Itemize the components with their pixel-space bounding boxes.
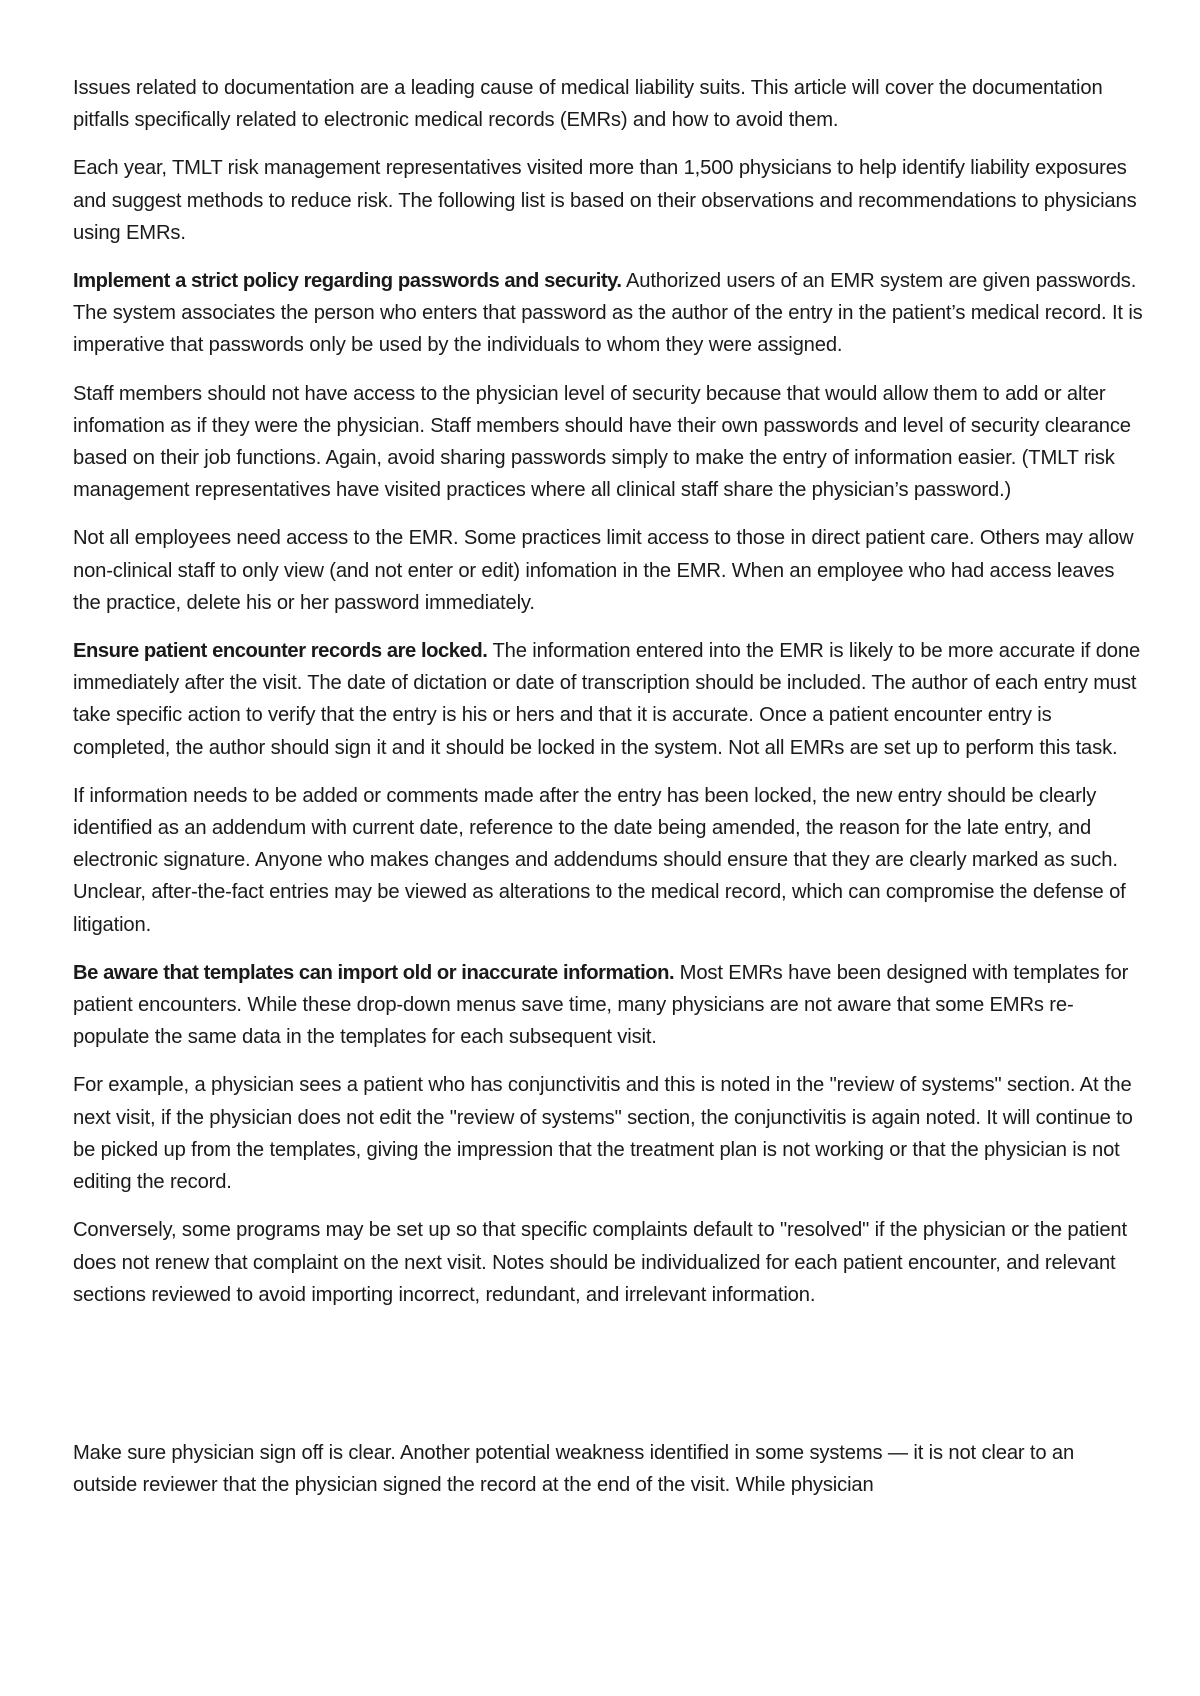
paragraph-conversely bbox=[73, 1214, 1143, 1311]
paragraph-text: Most EMRs have been designed with templates for patient encounters. While these drop-down menus save time, many physicians are not aware that some EMRs re-populate the same data in the templates for each subsequent visit. bbox=[73, 961, 1129, 1049]
blank-space bbox=[73, 1327, 1143, 1437]
paragraph-text: Conversely, some programs may be set up so that specific complaints default to "resolved" if the physician or the patient does not renew that complaint on the next visit. Notes should be individualized for each patient encounter, and relevant sections reviewed to avoid importing incorrect, redundant, and irrelevant information. bbox=[73, 1219, 1127, 1306]
paragraph-intro bbox=[73, 72, 1143, 136]
paragraph-example-conjunctivitis bbox=[73, 1069, 1143, 1198]
paragraph-templates bbox=[73, 957, 1143, 1054]
paragraph-text: Make sure physician sign off is clear. Another potential weakness identified in some systems — it is not clear to an outside reviewer that the physician signed the record at the end of the visit. While physician bbox=[73, 1441, 1075, 1497]
paragraph-text: If information needs to be added or comments made after the entry has been locked, the new entry should be clearly identified as an addendum with current date, reference to the date being amended, the reason for the late entry, and electronic signature. Anyone who makes changes and addendums should ensure that they are clearly marked as such. Unclear, after-the-fact entries may be viewed as alterations to the medical record, which can compromise the defense of litigation. bbox=[73, 784, 1126, 936]
paragraph-lead-heading: Be aware that templates can import old or inaccurate information. bbox=[73, 961, 675, 984]
paragraph-text: Authorized users of an EMR system are given passwords. The system associates the person who enters that password as the author of the entry in the patient’s medical record. It is imperative that passwords only be used by the individuals to whom they were assigned. bbox=[73, 270, 1143, 357]
document-body bbox=[73, 72, 1143, 1517]
paragraph-observations bbox=[73, 152, 1143, 249]
paragraph-employee-access bbox=[73, 522, 1143, 619]
paragraph-sign-off bbox=[73, 1437, 1143, 1501]
paragraph-records-locked bbox=[73, 635, 1143, 764]
paragraph-lead-heading: Ensure patient encounter records are locked. bbox=[73, 640, 488, 663]
paragraph-addendum bbox=[73, 780, 1143, 941]
paragraph-text: Each year, TMLT risk management representatives visited more than 1,500 physicians to help identify liability exposures and suggest methods to reduce risk. The following list is based on their observations and recommendations to physicians using EMRs. bbox=[73, 157, 1137, 244]
paragraph-staff-security bbox=[73, 378, 1143, 507]
paragraph-passwords-policy bbox=[73, 265, 1143, 362]
paragraph-lead-heading: Implement a strict policy regarding passwords and security. bbox=[73, 270, 622, 293]
paragraph-text: Not all employees need access to the EMR. Some practices limit access to those in direct patient care. Others may allow non-clinical staff to only view (and not enter or edit) infomation in the EMR. When an employee who had access leaves the practice, delete his or her password immediately. bbox=[73, 527, 1134, 614]
paragraph-text: Issues related to documentation are a leading cause of medical liability suits. This article will cover the documentation pitfalls specifically related to electronic medical records (EMRs) and how to avoid them. bbox=[73, 77, 1103, 132]
paragraph-text: Staff members should not have access to the physician level of security because that would allow them to add or alter infomation as if they were the physician. Staff members should have their own passwords and level of security clearance based on their job functions. Again, avoid sharing passwords simply to make the entry of information easier. (TMLT risk management representatives have visited practices where all clinical staff share the physician’s password.) bbox=[73, 382, 1131, 502]
paragraph-text: The information entered into the EMR is likely to be more accurate if done immediately after the visit. The date of dictation or date of transcription should be included. The author of each entry must take specific action to verify that the entry is his or hers and that it is accurate. Once a patient encounter entry is completed, the author should sign it and it should be locked in the system. Not all EMRs are set up to perform this task. bbox=[73, 640, 1141, 759]
paragraph-text: For example, a physician sees a patient who has conjunctivitis and this is noted in the "review of systems" section. At the next visit, if the physician does not edit the "review of systems" section, the conjunctivitis is again noted. It will continue to be picked up from the templates, giving the impression that the treatment plan is not working or that the physician is not editing the record. bbox=[73, 1074, 1133, 1194]
